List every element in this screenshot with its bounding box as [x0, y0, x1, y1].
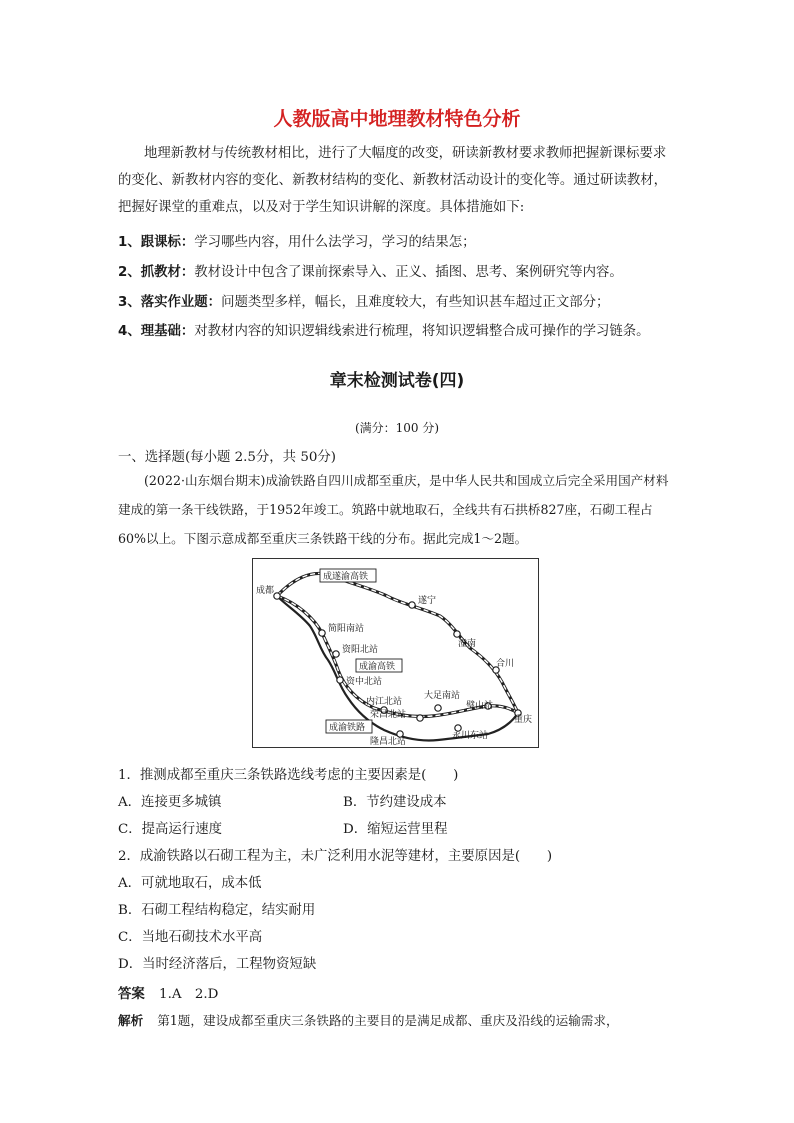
label-bishan: 璧山站 [466, 701, 494, 711]
question-option: D．当时经济落后，工程物资短缺 [118, 957, 317, 972]
label-chongqing: 重庆 [514, 715, 533, 725]
measure-text: 问题类型多样，幅长，且难度较大，有些知识甚车超过正文部分； [221, 295, 610, 310]
station-chengdu [274, 593, 280, 599]
label-rongchang-north: 荣昌北站 [370, 710, 407, 720]
exam-title: 章末检测试卷(四) [329, 371, 465, 391]
label-yongchuan-east: 永川东站 [452, 731, 489, 741]
answer-label: 答案 [118, 987, 145, 1002]
measure-text: 学习哪些内容，用什么法学习，学习的结果怎； [194, 235, 476, 250]
station-jianyang-south [319, 630, 325, 636]
question-option: C．当地石砌技术水平高 [118, 930, 263, 945]
measure-item [118, 291, 609, 310]
station-rongchang-north [417, 715, 423, 721]
question-option: C．提高运行速度 [118, 822, 222, 837]
measure-item [118, 320, 650, 339]
station-zizhong-north [337, 677, 343, 683]
section-heading: 一、选择题(每小题 2.5分，共 50分) [118, 450, 336, 465]
legend-chengsuiyu: 成遂渝高铁 [323, 572, 369, 582]
label-tongnan: 潼南 [458, 639, 477, 649]
railway-map [252, 558, 539, 748]
document-title: 人教版高中地理教材特色分析 [273, 108, 521, 130]
answer-line [118, 983, 218, 1002]
analysis-line [118, 1010, 619, 1029]
question-option: A．连接更多城镇 [118, 795, 222, 810]
intro-paragraph: 地理新教材与传统教材相比，进行了大幅度的改变，研读新教材要求教师把握新课标要求的变化、新教材内容的变化、新教材结构的变化、新教材活动设计的变化等。通过研读教材，把握好课堂的重难点，以及对于学生知识讲解的深度。具体措施如下: [118, 146, 668, 215]
station-tongnan [454, 631, 460, 637]
measure-item [118, 231, 475, 250]
measure-text: 对教材内容的知识逻辑线索进行梳理，将知识逻辑整合成可操作的学习链条。 [194, 324, 650, 339]
question-passage: (2022·山东烟台期末)成渝铁路自四川成都至重庆，是中华人民共和国成立后完全采用国产材料建成的第一条干线铁路，于1952年竣工。筑路中就地取石，全线共有石拱桥827座，石砌工程占60%以上。下图示意成都至重庆三条铁路干线的分布。据此完成1～2题。 [118, 473, 669, 546]
analysis-text: 第1题，建设成都至重庆三条铁路的主要目的是满足成都、重庆及沿线的运输需求， [157, 1013, 619, 1028]
label-longchang-north: 隆昌北站 [370, 737, 407, 747]
label-neijiang-north: 内江北站 [366, 697, 403, 707]
measure-label: 2、抓教材： [118, 265, 195, 280]
question-option: A．可就地取石，成本低 [118, 876, 262, 891]
question-option: B．节约建设成本 [343, 795, 447, 810]
label-chengdu: 成都 [256, 586, 275, 596]
legend-chengyu: 成渝铁路 [329, 723, 366, 733]
label-suining: 遂宁 [418, 596, 437, 606]
label-hechuan: 合川 [496, 659, 515, 669]
question-option: B．石砌工程结构稳定，结实耐用 [118, 903, 316, 918]
station-dazu-south [435, 705, 441, 711]
label-zizhong-north: 资中北站 [346, 677, 383, 687]
measure-label: 1、跟课标： [118, 235, 195, 250]
label-jianyang-south: 简阳南站 [328, 624, 365, 634]
measure-text: 教材设计中包含了课前探索导入、正义、插图、思考、案例研究等内容。 [194, 265, 623, 280]
exam-score: (满分：100 分) [354, 421, 440, 435]
measure-item [118, 261, 623, 280]
legend-highspeed: 成渝高铁 [359, 662, 396, 672]
measure-label: 3、落实作业题： [118, 295, 222, 310]
question-option: D．缩短运营里程 [343, 822, 448, 837]
answer-value: 1.A 2.D [159, 987, 219, 1002]
label-dazu-south: 大足南站 [424, 691, 461, 701]
label-ziyang-north: 资阳北站 [342, 645, 379, 655]
analysis-label: 解析 [118, 1013, 144, 1028]
station-suining [409, 602, 415, 608]
question-stem: 2．成渝铁路以石砌工程为主，未广泛利用水泥等建材，主要原因是( ) [118, 849, 553, 864]
station-ziyang-north [333, 651, 339, 657]
measure-label: 4、理基础： [118, 324, 195, 339]
question-stem: 1．推测成都至重庆三条铁路选线考虑的主要因素是( ) [118, 768, 459, 783]
